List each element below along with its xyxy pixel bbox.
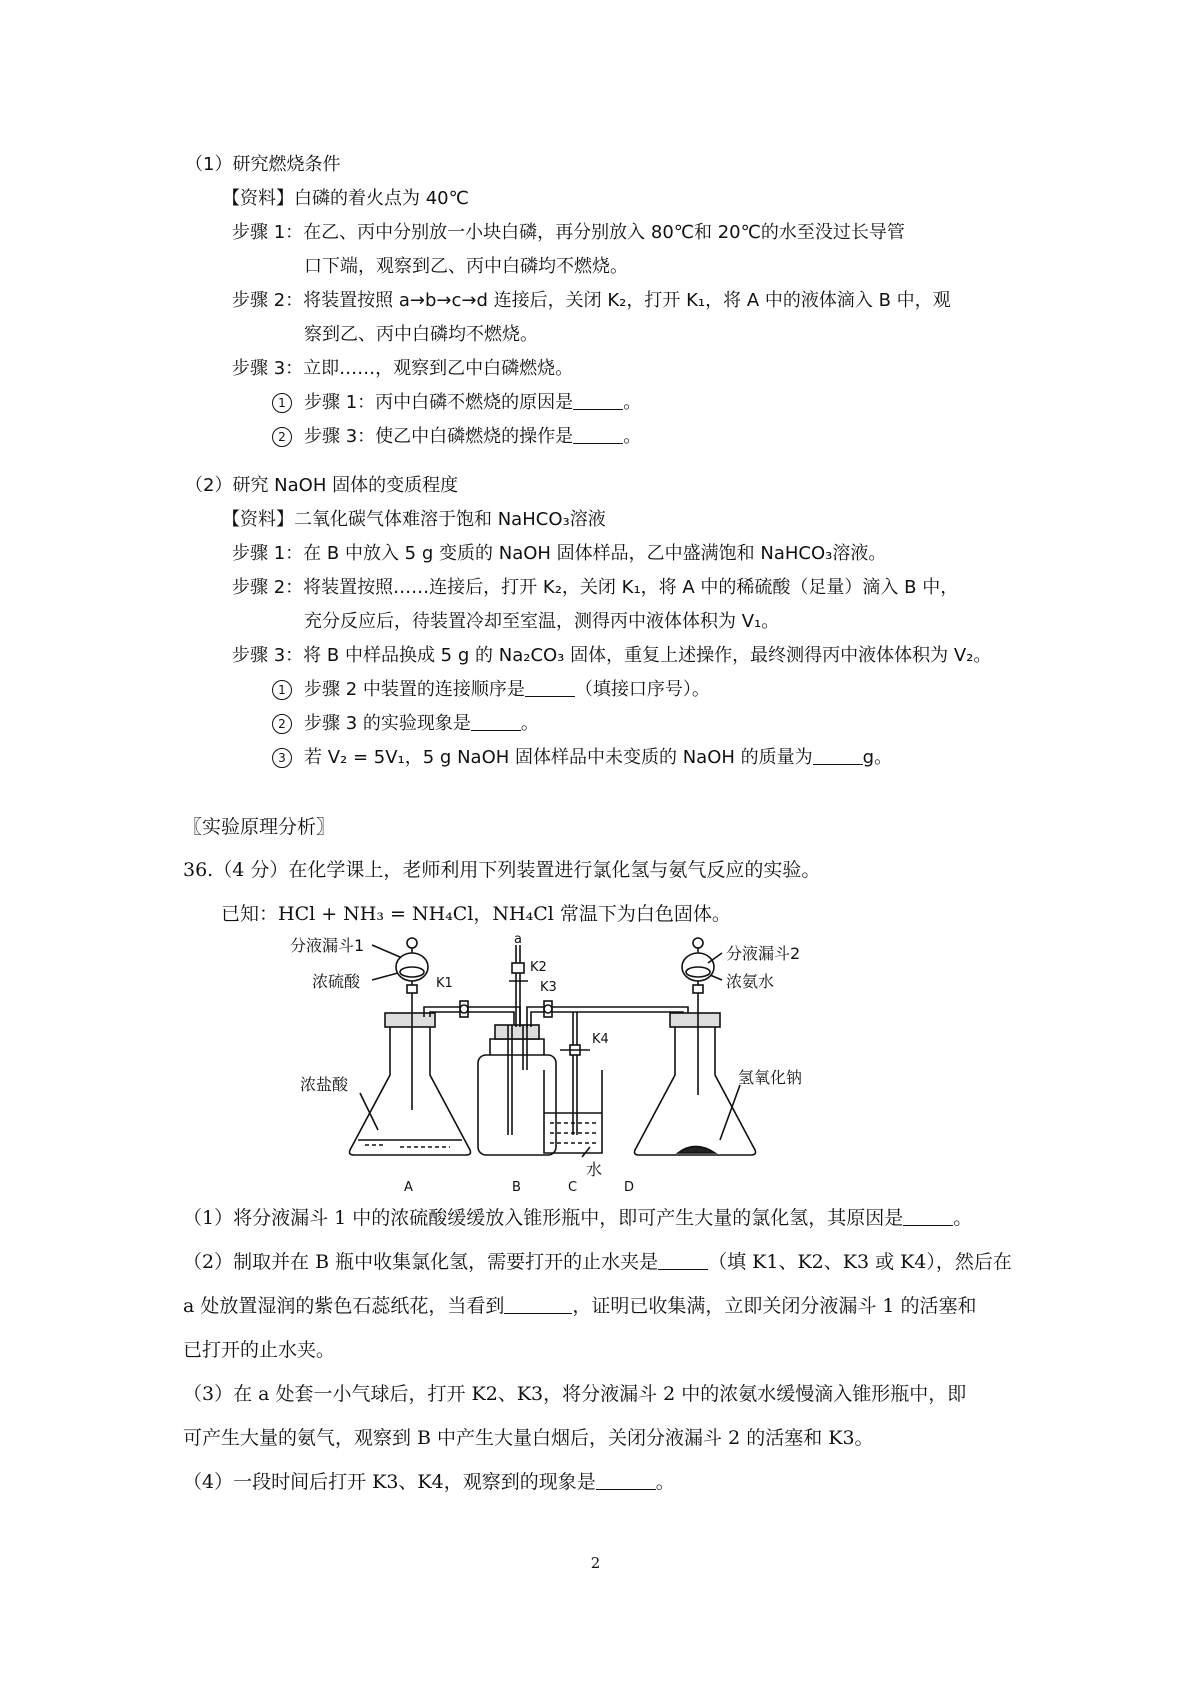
clip-k3 [544,1001,552,1017]
period: 。 [520,713,539,734]
q36-sub3-line2: 可产生大量的氨气，观察到 B 中产生大量白烟后，关闭分液漏斗 2 的活塞和 K3。 [183,1427,874,1449]
answer-blank[interactable] [658,1251,708,1270]
part2-step3: 步骤 3：将 B 中样品换成 5 g 的 Na₂CO₃ 固体，重复上述操作，最终测得丙中液体体积为 V₂。 [232,645,992,666]
apparatus-diagram [290,935,850,1195]
q36-sub2-line1 [183,1250,1012,1274]
q36-sub2-text-b: （填 K1、K2、K3 或 K4），然后在 [708,1251,1012,1273]
label-conc-hydrochloric-acid: 浓盐酸 [300,1075,349,1094]
circled-number-1: 1 [272,393,292,413]
label-water: 水 [586,1160,603,1179]
part2-q1-text: 步骤 2 中装置的连接顺序是 [304,679,525,700]
answer-blank[interactable] [596,1471,656,1490]
part1-q2-text: 步骤 3：使乙中白磷燃烧的操作是 [304,426,574,447]
label-funnel-2: 分液漏斗2 [726,944,801,963]
answer-blank[interactable] [573,425,623,444]
label-k3: K3 [540,980,557,995]
q36-sub2-text-d: ，证明已收集满，立即关闭分液漏斗 1 的活塞和 [572,1295,977,1317]
q36-sub2-text-a: （2）制取并在 B 瓶中收集氯化氢，需要打开的止水夹是 [183,1251,659,1273]
label-k4: K4 [592,1032,609,1047]
period: 。 [623,426,642,447]
label-flask-a: A [404,1180,413,1195]
circled-number-1: 1 [272,680,292,700]
part1-step3: 步骤 3：立即……，观察到乙中白磷燃烧。 [232,358,574,379]
part1-heading: （1）研究燃烧条件 [185,154,341,175]
q36-sub2-text-c: a 处放置湿润的紫色石蕊纸花，当看到 [183,1295,505,1317]
clip-k1 [460,1001,468,1017]
section-title: 〖实验原理分析〗 [183,816,336,838]
label-a: a [514,935,522,947]
part2-q3-text: 若 V₂ = 5V₁，5 g NaOH 固体样品中未变质的 NaOH 的质量为 [304,747,813,768]
circled-number-2: 2 [272,427,292,447]
answer-blank[interactable] [573,391,623,410]
part2-step1: 步骤 1：在 B 中放入 5 g 变质的 NaOH 固体样品，乙中盛满饱和 NaHCO₃溶液。 [232,543,887,564]
q36-sub2-line2 [183,1294,977,1318]
q36-sub3-line1: （3）在 a 处套一小气球后，打开 K2、K3，将分液漏斗 2 中的浓氨水缓慢滴入锥形瓶中，即 [183,1383,967,1405]
part1-q1-text: 步骤 1：丙中白磷不燃烧的原因是 [304,392,574,413]
period: 。 [623,392,642,413]
period: 。 [655,1471,675,1493]
q36-known: 已知：HCl + NH₃ = NH₄Cl，NH₄Cl 常温下为白色固体。 [221,903,731,925]
answer-blank[interactable] [813,746,863,765]
part2-info: 【资料】二氧化碳气体难溶于饱和 NaHCO₃溶液 [222,509,606,530]
part1-step2-line1: 步骤 2：将装置按照 a→b→c→d 连接后，关闭 K₂，打开 K₁，将 A 中的液体滴入 B 中，观 [232,290,951,311]
part2-q2-text: 步骤 3 的实验现象是 [304,713,471,734]
flask-a [350,1013,471,1155]
part2-question-2 [272,712,539,736]
q36-title: 36.（4 分）在化学课上，老师利用下列装置进行氯化氢与氨气反应的实验。 [183,859,821,881]
part2-question-1 [272,678,710,702]
answer-blank[interactable] [525,678,575,697]
answer-blank[interactable] [903,1207,953,1226]
part1-step2-line2: 察到乙、丙中白磷均不燃烧。 [304,324,538,345]
q36-sub2-line3: 已打开的止水夹。 [183,1339,336,1361]
label-sodium-hydroxide: 氢氧化钠 [738,1068,803,1087]
label-bottle-b: B [512,1180,521,1195]
part2-step2-line1: 步骤 2：将装置按照……连接后，打开 K₂，关闭 K₁，将 A 中的稀硫酸（足量）滴入 B 中， [232,577,959,598]
q36-sub1 [183,1206,972,1230]
part1-step1-line1: 步骤 1：在乙、丙中分别放一小块白磷，再分别放入 80℃和 20℃的水至没过长导管 [232,222,905,243]
period: 。 [953,1207,973,1229]
part1-info: 【资料】白磷的着火点为 40℃ [222,188,469,209]
part2-step2-line2: 充分反应后，待装置冷却至室温，测得丙中液体体积为 V₁。 [304,611,780,632]
part1-question-1 [272,391,641,415]
part1-step1-line2: 口下端，观察到乙、丙中白磷均不燃烧。 [304,256,628,277]
q36-sub4-text: （4）一段时间后打开 K3、K4，观察到的现象是 [183,1471,596,1493]
part2-heading: （2）研究 NaOH 固体的变质程度 [185,475,459,496]
label-flask-d: D [624,1180,635,1195]
q36-sub4 [183,1470,675,1494]
part1-question-2 [272,425,641,449]
label-k1: K1 [436,976,453,991]
label-k2: K2 [530,960,547,975]
part2-q1-tail: （填接口序号）。 [574,679,710,700]
circled-number-3: 3 [272,748,292,768]
label-conc-ammonia: 浓氨水 [726,972,775,991]
label-conc-sulfuric-acid: 浓硫酸 [312,972,361,991]
q36-sub1-text: （1）将分液漏斗 1 中的浓硫酸缓缓放入锥形瓶中，即可产生大量的氯化氢，其原因是 [183,1207,904,1229]
circled-number-2: 2 [272,714,292,734]
answer-blank[interactable] [504,1295,572,1314]
label-funnel-1: 分液漏斗1 [290,936,365,955]
part2-q3-tail: g。 [862,747,893,768]
answer-blank[interactable] [471,712,521,731]
label-beaker-c: C [568,1180,578,1195]
part2-question-3 [272,746,892,770]
page-number: 2 [590,1554,601,1572]
